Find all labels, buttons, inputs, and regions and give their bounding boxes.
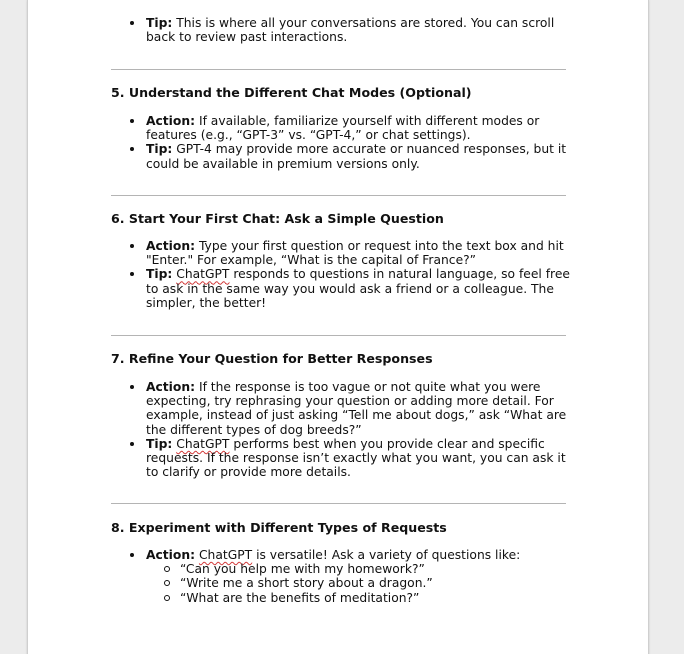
list-item <box>129 16 574 44</box>
list-item <box>129 267 574 310</box>
list-item <box>129 114 574 142</box>
item-text: If available, familiarize yourself with different modes or features (e.g., “GPT-3” vs. “GPT-4,” or chat settings). <box>146 114 540 143</box>
section-heading: 5. Understand the Different Chat Modes (Optional) <box>111 85 472 100</box>
document-page <box>27 0 649 654</box>
tip-label: Tip: <box>146 436 173 451</box>
item-text: responds to questions in natural language, so feel free to ask in the same way you would ask a friend or a colleague. The simpler, the better! <box>146 267 570 310</box>
item-text: Type your first question or request into the text box and hit "Enter." For example, “What is the capital of France?” <box>146 239 564 268</box>
example-item: “Can you help me with my homework?” <box>163 562 574 576</box>
section-heading: 8. Experiment with Different Types of Requests <box>111 520 447 535</box>
example-item: “Write me a short story about a dragon.” <box>163 576 574 590</box>
list-item <box>129 437 574 480</box>
example-item: “What are the benefits of meditation?” <box>163 591 574 605</box>
action-label: Action: <box>146 114 196 128</box>
tip-text: This is where all your conversations are stored. You can scroll back to review past interactions. <box>146 16 555 45</box>
section-heading: 6. Start Your First Chat: Ask a Simple Question <box>111 211 444 226</box>
section-divider <box>111 335 566 336</box>
tip-label: Tip: <box>146 16 173 30</box>
list-item <box>129 239 574 267</box>
section-divider <box>111 503 566 504</box>
list-item <box>129 380 574 437</box>
examples-list <box>146 562 574 605</box>
section-list <box>129 380 574 479</box>
item-text: is versatile! Ask a variety of questions like: <box>252 548 521 562</box>
item-text: performs best when you provide clear and specific requests. If the response isn’t exactly what you want, you can ask it to clarify or provide more details. <box>146 436 566 480</box>
brand-word: ChatGPT <box>176 267 230 282</box>
section-list <box>129 114 574 171</box>
item-text: GPT-4 may provide more accurate or nuanced responses, but it could be available in premium versions only. <box>146 142 567 171</box>
brand-word: ChatGPT <box>198 548 253 562</box>
action-label: Action: <box>146 239 196 253</box>
action-label: Action: <box>146 548 196 562</box>
section-list <box>129 548 574 605</box>
section-heading: 7. Refine Your Question for Better Responses <box>111 351 433 366</box>
section-divider <box>111 69 566 70</box>
tip-label: Tip: <box>146 142 173 157</box>
list-item <box>129 142 574 170</box>
list-item <box>129 548 574 605</box>
action-label: Action: <box>146 380 196 394</box>
section-list <box>129 239 574 310</box>
intro-list <box>129 16 574 44</box>
item-text: If the response is too vague or not quite what you were expecting, try rephrasing your question or adding more detail. For example, instead of just asking “Tell me about dogs,” ask “What are the different types of dog breeds?” <box>146 380 567 437</box>
section-divider <box>111 195 566 196</box>
tip-label: Tip: <box>146 267 173 282</box>
brand-word: ChatGPT <box>176 436 230 451</box>
